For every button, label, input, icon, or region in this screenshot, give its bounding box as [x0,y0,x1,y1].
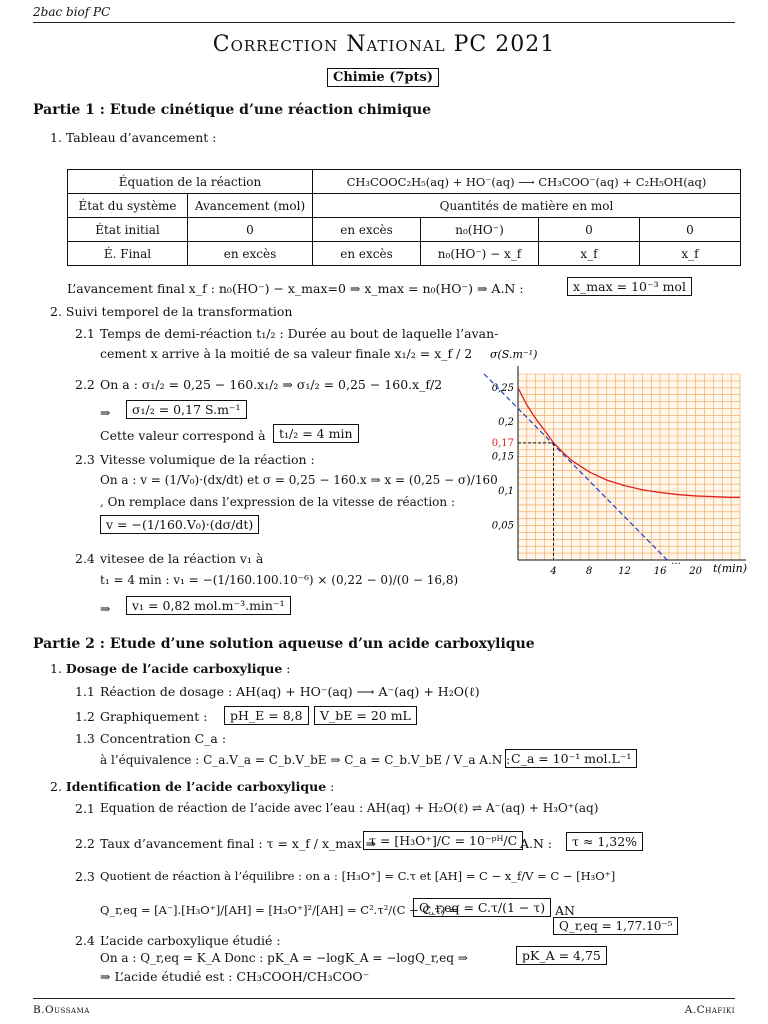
table-cell: en excès [313,218,421,242]
conductivity-chart [482,342,754,584]
p2-q13-line2: à l’équivalence : C_a.V_a = C_b.V_bE ⇒ C_a = C_b.V_bE / V_a A.N : [100,753,511,767]
q22-line3: Cette valeur correspond à [100,428,266,443]
x-tick-label: 20 [689,566,702,577]
t-half-result: t₁/₂ = 4 min [273,424,359,443]
y-tick-label: 0,2 [498,417,514,429]
ca-result: C_a = 10⁻¹ mol.L⁻¹ [505,749,637,768]
x-tick-label: 4 [550,566,557,577]
y-tick-label: 0,25 [491,382,514,394]
p2-q21-number: 2.1 [75,801,95,816]
sigma-half-label: 0,17 [491,437,514,449]
x-tick-label: 16 [653,566,667,577]
y-tick-label: 0,15 [491,451,514,463]
table-cell: n₀(HO⁻) [421,218,539,242]
p2-q23-line1: Quotient de réaction à l’équilibre : on a : [H₃O⁺] = C.τ et [AH] = C − x_f/V = C − [H₃O⁺] [100,869,616,883]
x-tick-label: 12 [618,566,631,577]
q24-number: 2.4 [75,551,95,566]
plot-area [518,374,740,560]
tau-result: τ ≈ 1,32% [566,832,643,851]
xmax-result: x_max = 10⁻³ mol [567,277,692,296]
v1-result: v₁ = 0,82 mol.m⁻³.min⁻¹ [126,596,291,615]
page-title: Correction National PC 2021 [212,32,556,57]
tangent-end-dots: ... [671,556,681,567]
partie2-heading: Partie 2 : Etude d’une solution aqueuse d’un acide carboxylique [33,636,535,652]
p2-q24-number: 2.4 [75,933,95,948]
table-cell: 0 [188,218,313,242]
table-cell: en excès [313,242,421,266]
q23-number: 2.3 [75,452,95,467]
p2-q23-line2: Q_r,eq = [A⁻].[H₃O⁺]/[AH] = [H₃O⁺]²/[AH] = C².τ²/(C − C.τ) ⇒ [100,903,459,917]
table-cell: en excès [188,242,313,266]
q23-line1: Vitesse volumique de la réaction : [100,452,315,467]
chart-ylabel: σ(S.m⁻¹) [490,348,538,361]
s1-line [50,661,291,676]
tau-an-label: A.N : [520,836,553,851]
q22-number: 2.2 [75,377,95,392]
q21-line1: Temps de demi-réaction t₁/₂ : Durée au bout de laquelle l’avan- [100,326,499,341]
section-badge: Chimie (7pts) [327,68,439,87]
p2-q24-line1: L’acide carboxylique étudié : [100,933,281,948]
vbe-result: V_bE = 20 mL [314,706,417,725]
s2-line [50,779,334,794]
p2-q11-number: 1.1 [75,684,95,699]
phe-result: pH_E = 8,8 [224,706,309,725]
s1-number: 1. [50,661,62,676]
p2-q24-line3: ⇒ L’acide étudié est : CH₃COOH/CH₃COO⁻ [100,969,370,984]
avancement-table [67,169,741,266]
table-cell: É. Final [68,242,188,266]
p2-q13-number: 1.3 [75,731,95,746]
x-tick-label: 8 [585,566,593,577]
p2-q11-text: Réaction de dosage : AH(aq) + HO⁻(aq) ⟶ A⁻(aq) + H₂O(ℓ) [100,684,480,699]
table-cell: x_f [639,242,740,266]
s1-colon: : [282,661,291,676]
tau-box: τ = [H₃O⁺]/C = 10⁻ᵖᴴ/C [363,831,523,850]
p2-q24-line2: On a : Q_r,eq = K_A Donc : pK_A = −logK_A = −logQ_r,eq ⇒ [100,951,468,965]
pka-result: pK_A = 4,75 [516,946,607,965]
qreq-result: Q_r,eq = 1,77.10⁻⁵ [553,917,678,935]
table-cell: Quantités de matière en mol [313,194,741,218]
table-cell: n₀(HO⁻) − x_f [421,242,539,266]
q24-arrow: ⇒ [100,601,111,616]
q22-arrow: ⇒ [100,405,111,420]
y-tick-label: 0,05 [491,520,514,532]
table-cell: x_f [539,242,640,266]
sigma-half-result: σ₁/₂ = 0,17 S.m⁻¹ [126,400,247,419]
q24-line2: t₁ = 4 min : v₁ = −(1/160.100.10⁻⁶) × (0,22 − 0)/(0 − 16,8) [100,573,459,587]
q23-line3: , On remplace dans l’expression de la vitesse de réaction : [100,495,455,509]
q22-line1: On a : σ₁/₂ = 0,25 − 160.x₁/₂ ⇒ σ₁/₂ = 0,25 − 160.x_f/2 [100,377,443,392]
q2-label: 2. Suivi temporel de la transformation [50,304,293,319]
partie1-heading: Partie 1 : Etude cinétique d’une réaction chimique [33,102,432,118]
footer-rule [33,998,735,999]
avancement-line: L’avancement final x_f : n₀(HO⁻) − x_max=0 ⇒ x_max = n₀(HO⁻) ⇒ A.N : [67,281,524,296]
p2-q23-number: 2.3 [75,869,95,884]
table-equation: CH₃COOC₂H₅(aq) + HO⁻(aq) ⟶ CH₃COO⁻(aq) + C₂H₅OH(aq) [313,170,741,194]
p2-q22-text: Taux d’avancement final : τ = x_f / x_max ⇒ [100,836,377,851]
footer-right: A.Chafiki [684,1004,735,1016]
s2-number: 2. [50,779,62,794]
q21-line2: cement x arrive à la moitié de sa valeur finale x₁/₂ = x_f / 2 [100,346,473,361]
header-rule [33,22,735,23]
p2-q21-text: Equation de réaction de l’acide avec l’eau : AH(aq) + H₂O(ℓ) ⇌ A⁻(aq) + H₃O⁺(aq) [100,801,599,815]
q24-line1: vitesee de la réaction v₁ à [100,551,264,566]
table-cell: État du système [68,194,188,218]
qreq-an-label: AN [555,903,575,918]
p2-q12-text: Graphiquement : [100,709,208,724]
p2-q22-number: 2.2 [75,836,95,851]
table-cell: Équation de la réaction [68,170,313,194]
q23-line2: On a : v = (1/V₀)·(dx/dt) et σ = 0,25 − 160.x ⇒ x = (0,25 − σ)/160 [100,473,498,487]
chart-xlabel: t(min) [713,562,748,575]
s2-title: Identification de l’acide carboxylique [65,779,327,794]
qreq-box: Q_r,eq = C.τ/(1 − τ) [413,898,551,917]
table-cell: État initial [68,218,188,242]
table-cell: Avancement (mol) [188,194,313,218]
table-cell: 0 [539,218,640,242]
q21-number: 2.1 [75,326,95,341]
header-course-label: 2bac biof PC [33,5,111,19]
y-tick-label: 0,1 [498,486,514,498]
s1-title: Dosage de l’acide carboxylique [65,661,283,676]
v-expression-result: v = −(1/160.V₀)·(dσ/dt) [100,515,259,534]
q1-label: 1. Tableau d’avancement : [50,130,217,145]
p2-q12-number: 1.2 [75,709,95,724]
p2-q13-line1: Concentration C_a : [100,731,227,746]
s2-colon: : [326,779,335,794]
footer-left: B.Oussama [33,1004,90,1016]
table-cell: 0 [639,218,740,242]
